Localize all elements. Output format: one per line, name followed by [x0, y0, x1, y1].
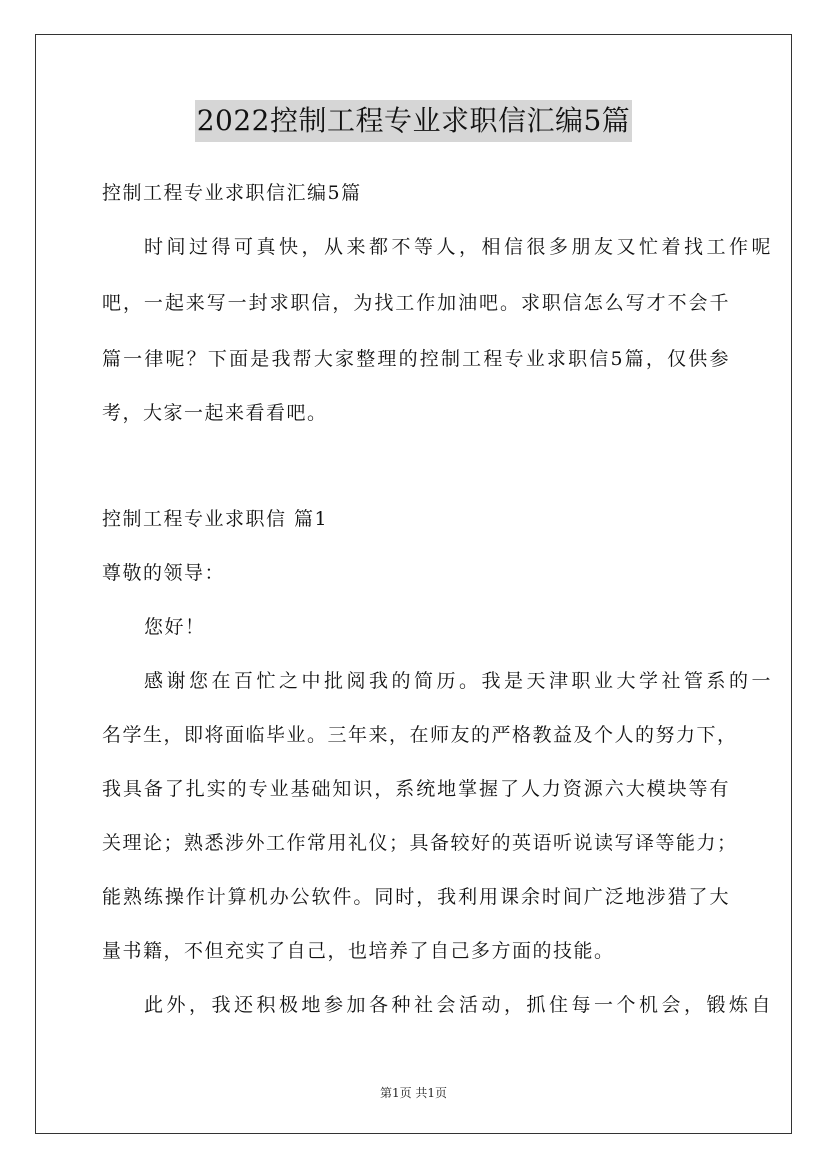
salutation: 尊敬的领导：	[102, 562, 226, 584]
page-footer: 第1页 共1页	[379, 1086, 448, 1100]
subtitle: 控制工程专业求职信汇编5篇	[102, 182, 362, 204]
document-title-block	[0, 100, 827, 142]
paragraph-line: 量书籍，不但充实了自己，也培养了自己多方面的技能。	[102, 940, 615, 962]
section-heading: 控制工程专业求职信 篇1	[102, 508, 329, 530]
paragraph-line: 能熟练操作计算机办公软件。同时，我利用课余时间广泛地涉猎了大	[102, 886, 730, 908]
paragraph-line: 名学生，即将面临毕业。三年来，在师友的严格教益及个人的努力下，	[102, 724, 738, 746]
intro-line: 考，大家一起来看看吧。	[102, 402, 328, 424]
paragraph-line: 此外，我还积极地参加各种社会活动，抓住每一个机会，锻炼自	[144, 994, 772, 1016]
intro-line: 吧，一起来写一封求职信，为找工作加油吧。求职信怎么写才不会千	[102, 292, 730, 314]
greeting: 您好！	[144, 616, 206, 638]
intro-line: 篇一律呢？下面是我帮大家整理的控制工程专业求职信5篇，仅供参	[102, 348, 730, 370]
document-title: 2022控制工程专业求职信汇编5篇	[195, 100, 633, 142]
paragraph-line: 我具备了扎实的专业基础知识，系统地掌握了人力资源六大模块等有	[102, 778, 730, 800]
paragraph-line: 感谢您在百忙之中批阅我的简历。我是天津职业大学社管系的一	[144, 670, 772, 692]
intro-line: 时间过得可真快，从来都不等人，相信很多朋友又忙着找工作呢	[144, 236, 772, 258]
paragraph-line: 关理论；熟悉涉外工作常用礼仪；具备较好的英语听说读写译等能力；	[102, 832, 738, 854]
